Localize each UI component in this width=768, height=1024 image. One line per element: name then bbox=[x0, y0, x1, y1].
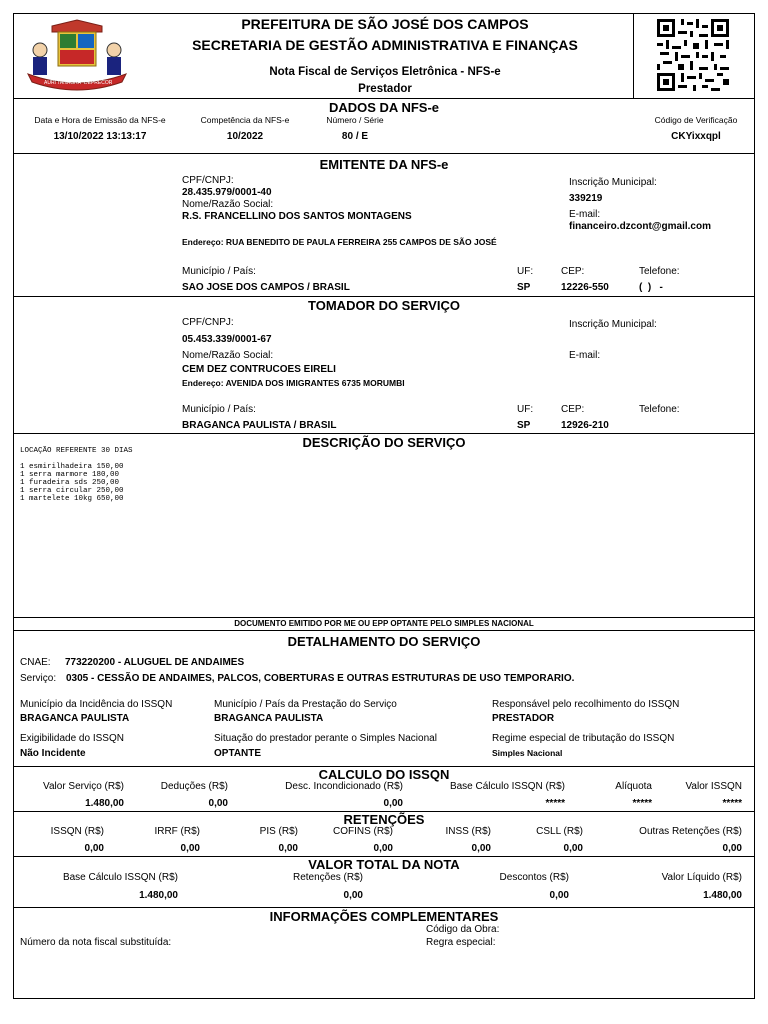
base-calculo-value: ***** bbox=[545, 798, 565, 809]
ret-csll-value: 0,00 bbox=[563, 843, 583, 854]
cnae-label: CNAE: bbox=[20, 657, 51, 668]
total-retencoes-value: 0,00 bbox=[343, 890, 363, 901]
valor-servico-label: Valor Serviço (R$) bbox=[43, 781, 124, 792]
regra-especial-label: Regra especial: bbox=[426, 937, 496, 948]
ret-cofins-value: 0,00 bbox=[373, 843, 393, 854]
deducoes-value: 0,00 bbox=[208, 798, 228, 809]
qr-code-icon bbox=[657, 19, 729, 91]
ret-inss-value: 0,00 bbox=[471, 843, 491, 854]
total-section-title: VALOR TOTAL DA NOTA bbox=[308, 857, 460, 872]
emitente-cep-value: 12226-550 bbox=[561, 282, 609, 293]
tomador-cep-value: 12926-210 bbox=[561, 420, 609, 431]
ret-pis-label: PIS (R$) bbox=[259, 826, 298, 837]
competencia-label: Competência da NFS-e bbox=[200, 115, 290, 125]
emitente-cpf-label: CPF/CNPJ: bbox=[182, 175, 234, 186]
ret-csll-label: CSLL (R$) bbox=[536, 826, 583, 837]
retencoes-section-title: RETENÇÕES bbox=[343, 812, 425, 827]
emitente-municipio-value: SAO JOSE DOS CAMPOS / BRASIL bbox=[182, 282, 350, 293]
total-descontos-value: 0,00 bbox=[549, 890, 569, 901]
total-base-label: Base Cálculo ISSQN (R$) bbox=[62, 872, 178, 883]
emissao-value: 13/10/2022 13:13:17 bbox=[53, 131, 147, 142]
responsavel-value: PRESTADOR bbox=[492, 713, 555, 724]
divider bbox=[13, 433, 755, 434]
servico-value: 0305 - CESSÃO DE ANDAIMES, PALCOS, COBERTURAS E OUTRAS ESTRUTURAS DE USO TEMPORARIO. bbox=[66, 673, 575, 684]
tomador-section-title: TOMADOR DO SERVIÇO bbox=[308, 298, 460, 313]
descricao-section-title: DESCRIÇÃO DO SERVIÇO bbox=[302, 435, 466, 450]
base-calculo-label: Base Cálculo ISSQN (R$) bbox=[449, 781, 565, 792]
numero-label: Número / Série bbox=[326, 115, 384, 125]
ret-issqn-label: ISSQN (R$) bbox=[50, 826, 104, 837]
divider bbox=[13, 630, 755, 631]
deducoes-label: Deduções (R$) bbox=[160, 781, 228, 792]
tomador-municipio-value: BRAGANCA PAULISTA / BRASIL bbox=[182, 420, 337, 431]
ret-inss-label: INSS (R$) bbox=[445, 826, 491, 837]
dados-section-title: DADOS DA NFS-e bbox=[328, 100, 440, 115]
total-liquido-value: 1.480,00 bbox=[703, 890, 742, 901]
calculo-section-title: CALCULO DO ISSQN bbox=[318, 767, 450, 782]
emitente-uf-label: UF: bbox=[517, 266, 534, 277]
descricao-text: LOCAÇÃO REFERENTE 30 DIAS 1 esmirilhadeira 150,00 1 serra marmore 180,00 1 furadeira sds 250,00 1 serra circular 250,00 1 martelete 10kg 650,00 bbox=[20, 447, 133, 503]
emitente-municipio-label: Município / País: bbox=[182, 266, 256, 277]
divider bbox=[13, 296, 755, 297]
total-retencoes-label: Retenções (R$) bbox=[292, 872, 363, 883]
ret-irrf-value: 0,00 bbox=[180, 843, 200, 854]
simples-nacional-notice: DOCUMENTO EMITIDO POR ME OU EPP OPTANTE PELO SIMPLES NACIONAL bbox=[234, 619, 534, 628]
tomador-cpf-label: CPF/CNPJ: bbox=[182, 317, 234, 328]
ret-irrf-label: IRRF (R$) bbox=[154, 826, 200, 837]
emitente-nome-value: R.S. FRANCELLINO DOS SANTOS MONTAGENS bbox=[182, 211, 412, 222]
desc-incondicionado-label: Desc. Incondicionado (R$) bbox=[285, 781, 403, 792]
city-crest bbox=[22, 18, 132, 92]
complementares-section-title: INFORMAÇÕES COMPLEMENTARES bbox=[269, 909, 499, 924]
situacao-label: Situação do prestador perante o Simples Nacional bbox=[214, 733, 437, 744]
emitente-inscricao-value: 339219 bbox=[569, 193, 603, 204]
tomador-cep-label: CEP: bbox=[561, 404, 585, 415]
prestacao-label: Município / País da Prestação do Serviço bbox=[214, 699, 397, 710]
servico-label: Serviço: bbox=[20, 673, 57, 684]
emitente-endereco: Endereço: RUA BENEDITO DE PAULA FERREIRA 255 CAMPOS DE SÃO JOSÉ bbox=[182, 237, 497, 247]
tomador-nome-value: CEM DEZ CONTRUCOES EIRELI bbox=[182, 364, 336, 375]
emissao-label: Data e Hora de Emissão da NFS-e bbox=[34, 115, 166, 125]
cnae-value: 773220200 - ALUGUEL DE ANDAIMES bbox=[65, 657, 245, 668]
tomador-nome-label: Nome/Razão Social: bbox=[182, 350, 274, 361]
aliquota-label: Alíquota bbox=[615, 781, 652, 792]
header-title-1: PREFEITURA DE SÃO JOSÉ DOS CAMPOS bbox=[241, 16, 529, 32]
prestacao-value: BRAGANCA PAULISTA bbox=[214, 713, 324, 724]
aliquota-value: ***** bbox=[632, 798, 652, 809]
crest-ribbon-right-text: DEPRECOR bbox=[84, 80, 113, 86]
crest-icon bbox=[22, 18, 132, 92]
total-liquido-label: Valor Líquido (R$) bbox=[661, 872, 742, 883]
qr-code bbox=[657, 19, 729, 91]
divider bbox=[13, 153, 755, 154]
situacao-value: OPTANTE bbox=[214, 748, 262, 759]
tomador-email-label: E-mail: bbox=[569, 350, 601, 361]
divider bbox=[13, 98, 755, 99]
valor-issqn-label: Valor ISSQN bbox=[685, 781, 742, 792]
emitente-cep-label: CEP: bbox=[561, 266, 585, 277]
emitente-email-value: financeiro.dzcont@gmail.com bbox=[569, 221, 711, 232]
header-subtitle: Nota Fiscal de Serviços Eletrônica - NFS-e bbox=[269, 66, 501, 78]
divider bbox=[13, 617, 755, 618]
ret-cofins-label: COFINS (R$) bbox=[333, 826, 393, 837]
tomador-uf-label: UF: bbox=[517, 404, 534, 415]
codigo-value: CKYixxqpl bbox=[671, 131, 721, 142]
nota-substituida-label: Número da nota fiscal substituída: bbox=[20, 937, 172, 948]
tomador-inscricao-label: Inscrição Municipal: bbox=[569, 319, 657, 330]
emitente-email-label: E-mail: bbox=[569, 209, 601, 220]
regime-label: Regime especial de tributação do ISSQN bbox=[492, 733, 675, 744]
divider bbox=[13, 907, 755, 908]
regime-value: Simples Nacional bbox=[492, 748, 563, 758]
emitente-cpf-value: 28.435.979/0001-40 bbox=[182, 187, 272, 198]
ret-outras-label: Outras Retenções (R$) bbox=[639, 826, 742, 837]
qr-divider bbox=[633, 13, 634, 98]
tomador-municipio-label: Município / País: bbox=[182, 404, 256, 415]
tomador-cpf-value: 05.453.339/0001-67 bbox=[182, 334, 272, 345]
competencia-value: 10/2022 bbox=[226, 131, 264, 142]
header-subtitle-2: Prestador bbox=[358, 83, 412, 95]
emitente-nome-label: Nome/Razão Social: bbox=[182, 199, 274, 210]
codigo-label: Código de Verificação bbox=[654, 115, 738, 125]
total-base-value: 1.480,00 bbox=[139, 890, 178, 901]
crest-ribbon-left-text: AURI TANAGRA bbox=[44, 80, 82, 86]
exigibilidade-value: Não Incidente bbox=[20, 748, 86, 759]
desc-incondicionado-value: 0,00 bbox=[383, 798, 403, 809]
ret-issqn-value: 0,00 bbox=[84, 843, 104, 854]
responsavel-label: Responsável pelo recolhimento do ISSQN bbox=[492, 699, 680, 710]
emitente-telefone-label: Telefone: bbox=[639, 266, 680, 277]
incidencia-label: Município da Incidência do ISSQN bbox=[20, 699, 173, 710]
detalhamento-section-title: DETALHAMENTO DO SERVIÇO bbox=[287, 634, 481, 649]
valor-servico-value: 1.480,00 bbox=[85, 798, 124, 809]
incidencia-value: BRAGANCA PAULISTA bbox=[20, 713, 130, 724]
total-descontos-label: Descontos (R$) bbox=[499, 872, 569, 883]
ret-outras-value: 0,00 bbox=[722, 843, 742, 854]
codigo-obra-label: Código da Obra: bbox=[426, 924, 500, 935]
emitente-telefone-value: ( ) - bbox=[639, 282, 663, 293]
emitente-section-title: EMITENTE DA NFS-e bbox=[319, 157, 449, 172]
exigibilidade-label: Exigibilidade do ISSQN bbox=[20, 733, 124, 744]
tomador-endereco: Endereço: AVENIDA DOS IMIGRANTES 6735 MORUMBI bbox=[182, 378, 405, 388]
valor-issqn-value: ***** bbox=[722, 798, 742, 809]
ret-pis-value: 0,00 bbox=[278, 843, 298, 854]
emitente-uf-value: SP bbox=[517, 282, 531, 293]
numero-value: 80 / E bbox=[341, 131, 369, 142]
tomador-telefone-label: Telefone: bbox=[639, 404, 680, 415]
emitente-inscricao-label: Inscrição Municipal: bbox=[569, 177, 657, 188]
header-title-2: SECRETARIA DE GESTÃO ADMINISTRATIVA E FINANÇAS bbox=[192, 37, 578, 53]
tomador-uf-value: SP bbox=[517, 420, 531, 431]
